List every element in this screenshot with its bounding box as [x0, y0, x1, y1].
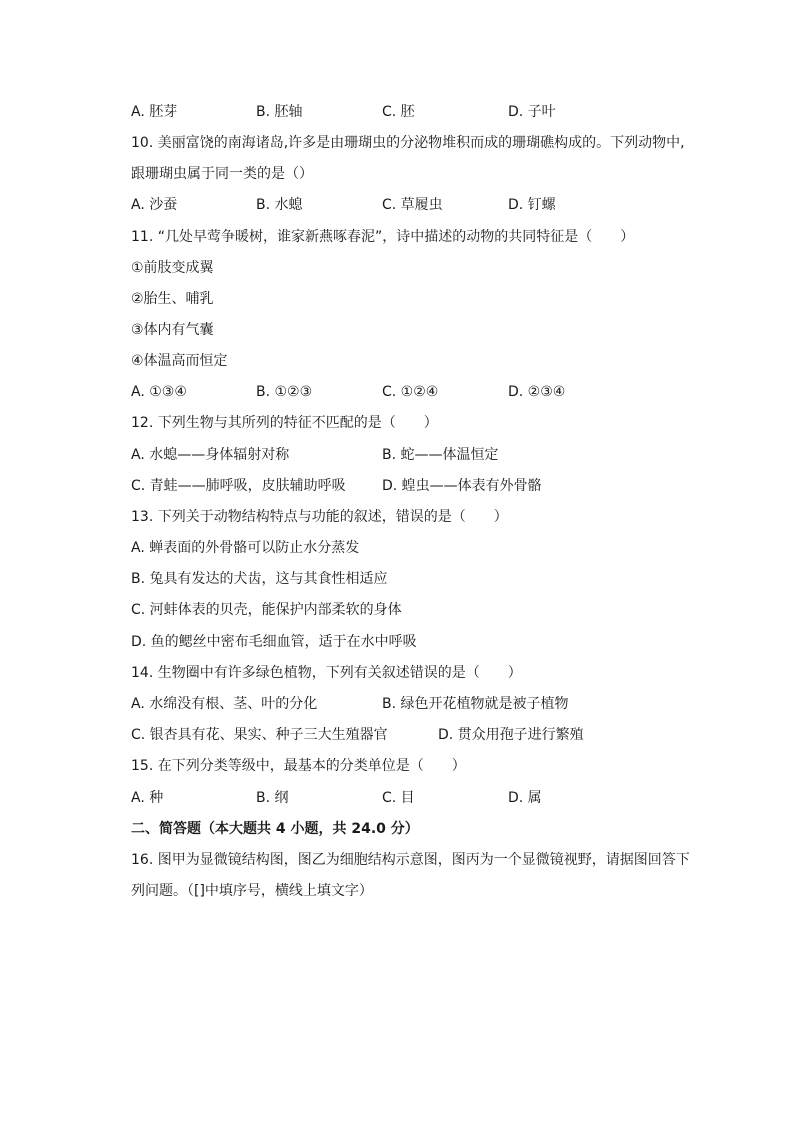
q14-option-d: D. 贯众用孢子进行繁殖: [438, 727, 584, 743]
q10-option-a: A. 沙蚕: [131, 197, 178, 213]
q10-option-c: C. 草履虫: [382, 197, 443, 213]
q9-option-b: B. 胚轴: [256, 104, 303, 120]
q10-stem-line1: 10. 美丽富饶的南海诸岛,许多是由珊瑚虫的分泌物堆积而成的珊瑚礁构成的。下列动物中,: [131, 135, 685, 151]
q11-stem: 11. “几处早莺争暖树，谁家新燕啄春泥”，诗中描述的动物的共同特征是（ ）: [131, 229, 635, 245]
q14-option-c: C. 银杏具有花、果实、种子三大生殖器官: [131, 727, 388, 743]
q15-option-c: C. 目: [382, 790, 415, 806]
q13-option-a: A. 蝉表面的外骨骼可以防止水分蒸发: [131, 540, 360, 556]
q16-stem-line2: 列问题。（[]中填序号，横线上填文字）: [131, 883, 373, 899]
q9-option-d: D. 子叶: [508, 104, 556, 120]
q14-option-b: B. 绿色开花植物就是被子植物: [382, 696, 569, 712]
q12-option-b: B. 蛇——体温恒定: [382, 447, 499, 463]
q16-stem-line1: 16. 图甲为显微镜结构图，图乙为细胞结构示意图，图丙为一个显微镜视野，请据图回答下: [131, 852, 690, 868]
q12-option-a: A. 水螅——身体辐射对称: [131, 447, 290, 463]
section-heading: 二、简答题（本大题共 4 小题，共 24.0 分）: [131, 821, 419, 837]
q13-option-b: B. 兔具有发达的犬齿，这与其食性相适应: [131, 571, 388, 587]
q14-option-a: A. 水绵没有根、茎、叶的分化: [131, 696, 318, 712]
q11-item-1: ①前肢变成翼: [131, 260, 214, 276]
q15-stem: 15. 在下列分类等级中，最基本的分类单位是（ ）: [131, 758, 466, 774]
q11-option-c: C. ①②④: [382, 384, 439, 400]
q14-stem: 14. 生物圈中有许多绿色植物，下列有关叙述错误的是（ ）: [131, 665, 522, 681]
q10-stem-line2: 跟珊瑚虫属于同一类的是（）: [131, 166, 313, 182]
q9-option-a: A. 胚芽: [131, 104, 178, 120]
q13-option-d: D. 鱼的鳃丝中密布毛细血管，适于在水中呼吸: [131, 634, 417, 650]
q12-option-c: C. 青蛙——肺呼吸，皮肤辅助呼吸: [131, 478, 346, 494]
q11-option-b: B. ①②③: [256, 384, 313, 400]
q10-option-d: D. 钉螺: [508, 197, 556, 213]
q11-option-a: A. ①③④: [131, 384, 187, 400]
q12-option-d: D. 蝗虫——体表有外骨骼: [382, 478, 542, 494]
q9-option-c: C. 胚: [382, 104, 415, 120]
q11-item-2: ②胎生、哺乳: [131, 291, 214, 307]
q11-item-3: ③体内有气囊: [131, 322, 214, 338]
q13-stem: 13. 下列关于动物结构特点与功能的叙述，错误的是（ ）: [131, 509, 508, 525]
q11-option-d: D. ②③④: [508, 384, 566, 400]
q10-option-b: B. 水螅: [256, 197, 303, 213]
q13-option-c: C. 河蚌体表的贝壳，能保护内部柔软的身体: [131, 602, 402, 618]
q15-option-d: D. 属: [508, 790, 542, 806]
q12-stem: 12. 下列生物与其所列的特征不匹配的是（ ）: [131, 415, 438, 431]
q15-option-a: A. 种: [131, 790, 164, 806]
q11-item-4: ④体温高而恒定: [131, 353, 228, 369]
q15-option-b: B. 纲: [256, 790, 289, 806]
